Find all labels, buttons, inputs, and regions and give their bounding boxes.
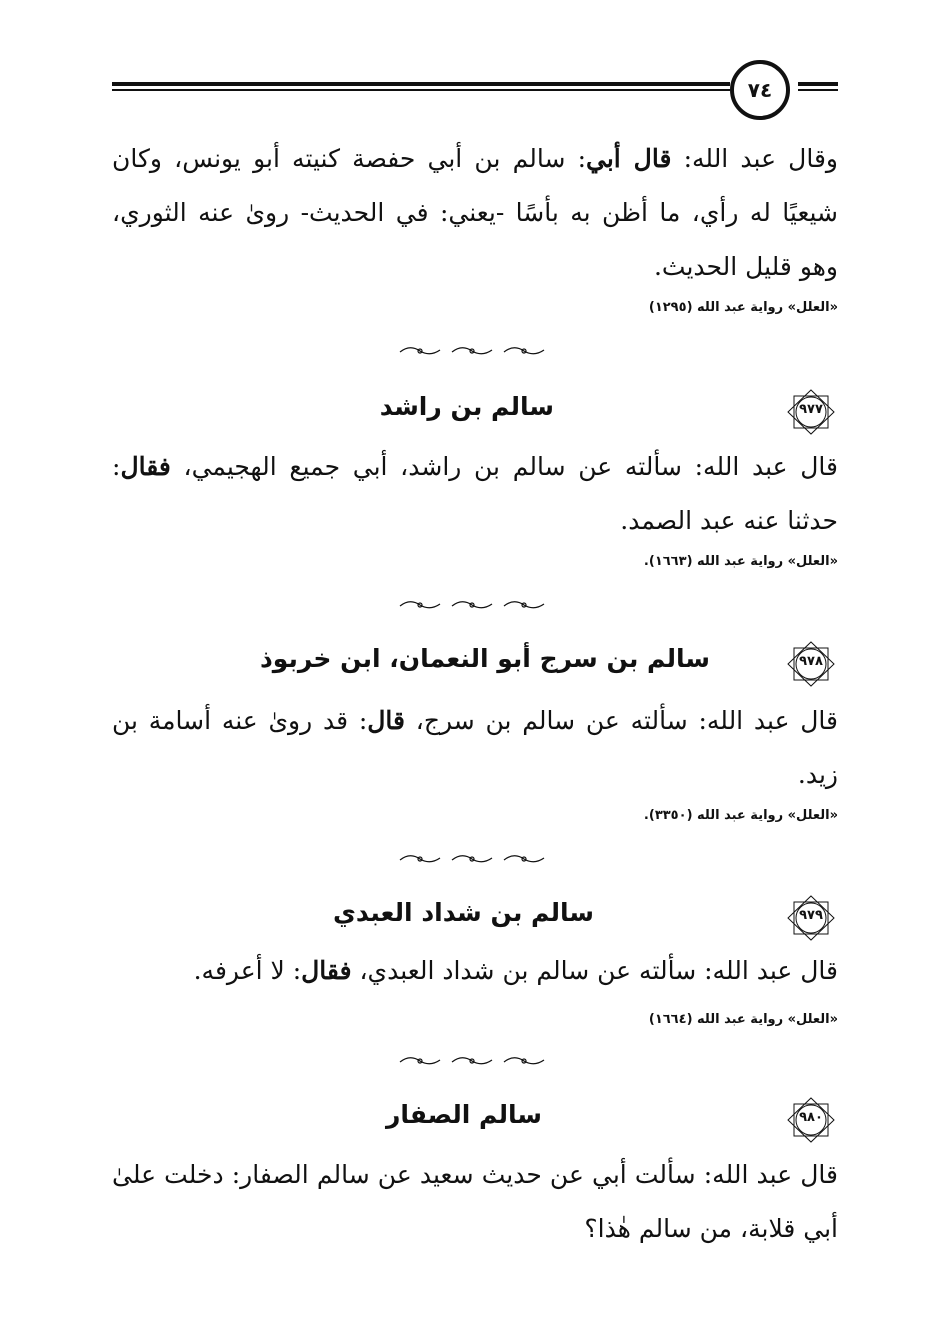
- page-number: ٧٤: [730, 60, 790, 120]
- intro-reference: «العلل» رواية عبد الله (١٢٩٥): [648, 300, 838, 315]
- entry-heading-980: [112, 1096, 838, 1148]
- ornament-divider: [395, 344, 555, 358]
- entry-reference-978: «العلل» رواية عبد الله (٣٣٥٠).: [643, 808, 838, 823]
- entry-title: سالم الصفار: [385, 1100, 542, 1129]
- entry-heading-978: [112, 640, 838, 692]
- entry-number-badge: ٩٨٠: [784, 1096, 838, 1144]
- header-rule-left: [112, 82, 730, 92]
- entry-number-badge: ٩٧٧: [784, 388, 838, 436]
- entry-heading-977: [112, 388, 838, 440]
- ornament-divider: [395, 852, 555, 866]
- ornament-divider: [395, 1054, 555, 1068]
- entry-number-badge: ٩٧٨: [784, 640, 838, 688]
- entry-title: سالم بن شداد العبدي: [332, 898, 594, 927]
- ornament-divider: [395, 598, 555, 612]
- entry-text-980: قال عبد الله: سألت أبي عن حديث سعيد عن سالم الصفار: دخلت علىٰ أبي قلابة، من سالم هٰذا؟: [112, 1160, 838, 1243]
- entry-heading-979: [112, 894, 838, 946]
- header-rule-right: [798, 82, 838, 92]
- entry-reference-979: «العلل» رواية عبد الله (١٦٦٤): [648, 1012, 838, 1027]
- intro-paragraph: وقال عبد الله: قال أبي: سالم بن أبي حفصة كنيته أبو يونس، وكان شيعيًا له رأي، ما أظن به بأسًا -يعني: في الحديث- روىٰ عنه الثوري، وهو قليل الحديث.: [112, 144, 838, 281]
- entry-text-978: قال عبد الله: سألته عن سالم بن سرج، قال: قد روىٰ عنه أسامة بن زيد.: [112, 706, 838, 789]
- entry-title: سالم بن راشد: [379, 392, 554, 421]
- entry-text-977: قال عبد الله: سألته عن سالم بن راشد، أبي جميع الهجيمي، فقال: حدثنا عنه عبد الصمد.: [112, 452, 838, 535]
- entry-text-979: قال عبد الله: سألته عن سالم بن شداد العبدي، فقال: لا أعرفه.: [193, 956, 838, 985]
- page-header: [112, 58, 838, 122]
- entry-number-badge: ٩٧٩: [784, 894, 838, 942]
- entry-title: سالم بن سرج أبو النعمان، ابن خربوذ: [259, 644, 710, 673]
- entry-reference-977: «العلل» رواية عبد الله (١٦٦٣).: [643, 554, 838, 569]
